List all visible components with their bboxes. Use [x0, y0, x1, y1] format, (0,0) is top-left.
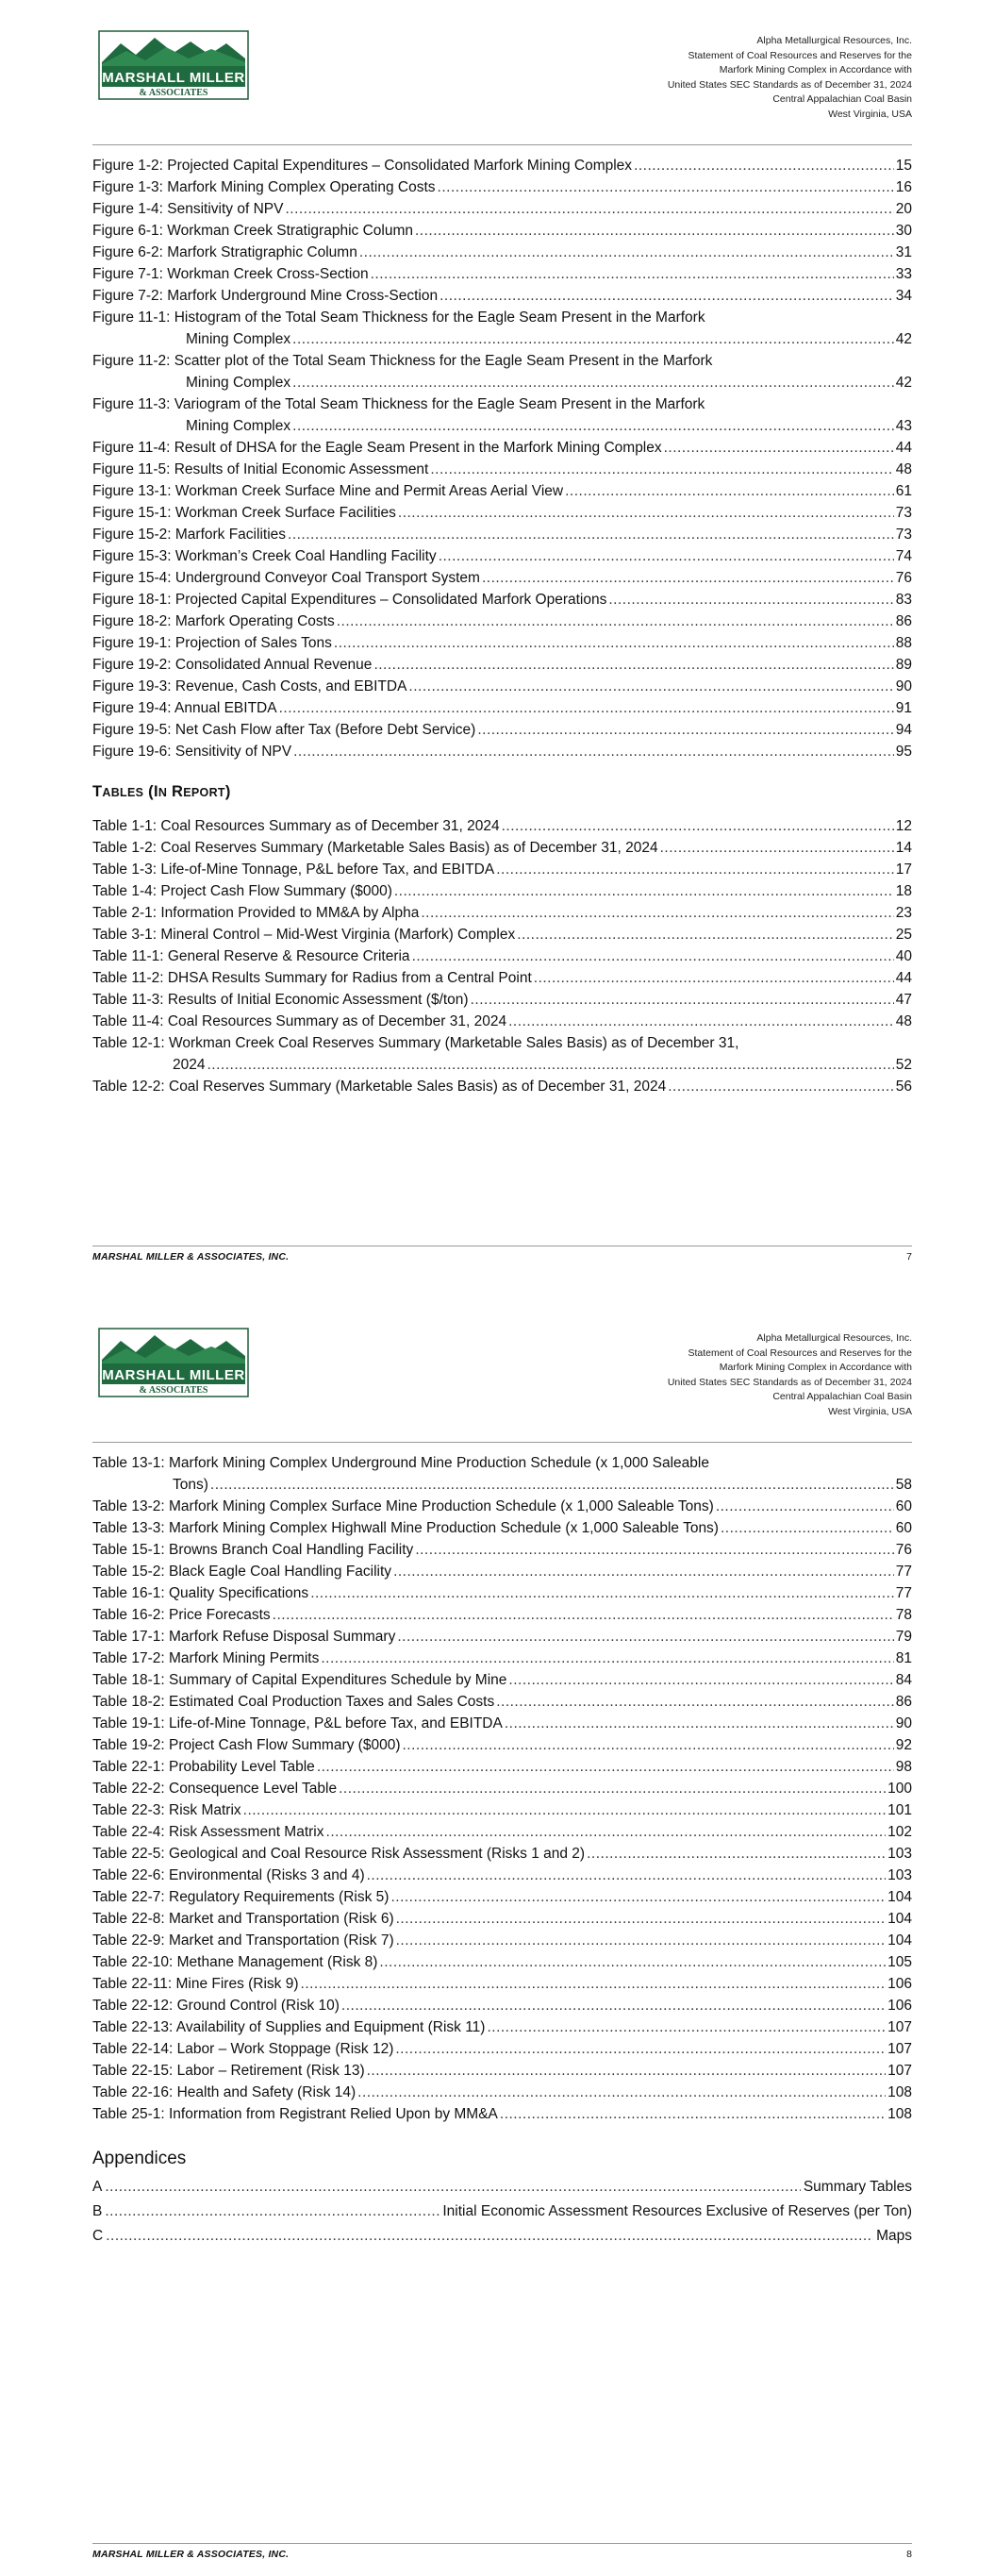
header-line: Marfork Mining Complex in Accordance with: [719, 1362, 912, 1373]
toc-entry[interactable]: Figure 18-2: Marfork Operating Costs ..... 86: [92, 611, 912, 632]
appendix-entry[interactable]: B ..... Initial Economic Assessment Resources Exclusive of Reserves (per Ton): [92, 2200, 912, 2224]
toc-entry[interactable]: Figure 19-6: Sensitivity of NPV ..... 95: [92, 741, 912, 762]
svg-text:& ASSOCIATES: & ASSOCIATES: [139, 1385, 208, 1396]
toc-entry[interactable]: Table 1-4: Project Cash Flow Summary ($000) ..... 18: [92, 880, 912, 902]
toc-entry[interactable]: Table 18-1: Summary of Capital Expenditures Schedule by Mine ..... 84: [92, 1669, 912, 1691]
toc-entry[interactable]: Table 22-5: Geological and Coal Resource Risk Assessment (Risks 1 and 2) ..... 103: [92, 1843, 912, 1865]
appendix-entry[interactable]: A ..... Summary Tables: [92, 2175, 912, 2200]
toc-entry[interactable]: Table 22-7: Regulatory Requirements (Risk 5) ..... 104: [92, 1886, 912, 1908]
toc-entry[interactable]: Table 12-2: Coal Reserves Summary (Marketable Sales Basis) as of December 31, 2024 ..... 56: [92, 1076, 912, 1097]
toc-entry[interactable]: Figure 7-1: Workman Creek Cross-Section ..... 33: [92, 263, 912, 285]
toc-entry[interactable]: Table 11-3: Results of Initial Economic Assessment ($/ton) ..... 47: [92, 989, 912, 1011]
header-line: Marfork Mining Complex in Accordance with: [719, 64, 912, 75]
toc-entry[interactable]: Table 17-1: Marfork Refuse Disposal Summary ..... 79: [92, 1626, 912, 1648]
header-line: United States SEC Standards as of December 31, 2024: [667, 78, 912, 91]
header-line: West Virginia, USA: [828, 108, 912, 120]
toc-entry[interactable]: Table 16-1: Quality Specifications ..... 77: [92, 1582, 912, 1604]
header-line: Central Appalachian Coal Basin: [772, 93, 912, 105]
tables-list: [92, 1452, 912, 2249]
footer-company: MARSHAL MILLER & ASSOCIATES, INC.: [92, 2549, 290, 2560]
toc-entry[interactable]: Figure 11-4: Result of DHSA for the Eagle Seam Present in the Marfork Mining Complex ..... 44: [92, 437, 912, 459]
header-line: Alpha Metallurgical Resources, Inc.: [756, 1332, 912, 1344]
toc-entry[interactable]: Table 22-9: Market and Transportation (Risk 7) ..... 104: [92, 1930, 912, 1951]
document-page-2: [0, 1297, 995, 2576]
page-gap: [0, 1279, 995, 1297]
toc-entry[interactable]: Table 22-14: Labor – Work Stoppage (Risk 12) ..... 107: [92, 2038, 912, 2060]
document-page-1: [0, 0, 995, 1279]
toc-entry[interactable]: Table 1-1: Coal Resources Summary as of December 31, 2024 ..... 12: [92, 815, 912, 837]
toc-entry[interactable]: Figure 19-5: Net Cash Flow after Tax (Before Debt Service) ..... 94: [92, 719, 912, 741]
toc-entry[interactable]: Table 22-6: Environmental (Risks 3 and 4) ..... 103: [92, 1865, 912, 1886]
toc-entry[interactable]: Table 17-2: Marfork Mining Permits ..... 81: [92, 1648, 912, 1669]
toc-entry[interactable]: Table 16-2: Price Forecasts ..... 78: [92, 1604, 912, 1626]
toc-entry[interactable]: Table 22-3: Risk Matrix ..... 101: [92, 1799, 912, 1821]
toc-entry[interactable]: Figure 19-2: Consolidated Annual Revenue ..... 89: [92, 654, 912, 676]
toc-entry[interactable]: Figure 15-3: Workman’s Creek Coal Handling Facility ..... 74: [92, 545, 912, 567]
header-divider: [92, 144, 912, 145]
toc-entry[interactable]: Figure 1-2: Projected Capital Expenditures – Consolidated Marfork Mining Complex ..... 15: [92, 155, 912, 176]
svg-text:MARSHALL MILLER: MARSHALL MILLER: [102, 70, 245, 86]
toc-entry[interactable]: Figure 11-2: Scatter plot of the Total Seam Thickness for the Eagle Seam Present in the Marfork Mining Complex ..... 42: [92, 350, 912, 393]
toc-entry[interactable]: Figure 19-4: Annual EBITDA ..... 91: [92, 697, 912, 719]
toc-entry[interactable]: Table 25-1: Information from Registrant Relied Upon by MM&A ..... 108: [92, 2103, 912, 2125]
toc-entry[interactable]: Table 1-2: Coal Reserves Summary (Marketable Sales Basis) as of December 31, 2024 ..... 14: [92, 837, 912, 859]
toc-entry[interactable]: Table 13-1: Marfork Mining Complex Underground Mine Production Schedule (x 1,000 Saleable Tons) ..... 58: [92, 1452, 912, 1496]
header-divider: [92, 1442, 912, 1443]
toc-entry[interactable]: Table 11-2: DHSA Results Summary for Radius from a Central Point ..... 44: [92, 967, 912, 989]
appendix-entry[interactable]: C ..... Maps: [92, 2224, 912, 2249]
footer-company: MARSHAL MILLER & ASSOCIATES, INC.: [92, 1251, 290, 1263]
toc-entry[interactable]: Table 22-15: Labor – Retirement (Risk 13) ..... 107: [92, 2060, 912, 2082]
header-line: West Virginia, USA: [828, 1405, 912, 1417]
company-logo: [98, 30, 249, 100]
report-header: [668, 1331, 912, 1419]
toc-entry[interactable]: Table 22-2: Consequence Level Table ..... 100: [92, 1778, 912, 1799]
toc-entry[interactable]: Table 2-1: Information Provided to MM&A by Alpha ..... 23: [92, 902, 912, 924]
svg-text:MARSHALL MILLER: MARSHALL MILLER: [102, 1367, 245, 1383]
toc-entry[interactable]: Table 18-2: Estimated Coal Production Taxes and Sales Costs ..... 86: [92, 1691, 912, 1713]
header-line: United States SEC Standards as of December 31, 2024: [667, 1376, 912, 1388]
toc-entry[interactable]: Table 19-2: Project Cash Flow Summary ($000) ..... 92: [92, 1734, 912, 1756]
toc-entry[interactable]: Table 12-1: Workman Creek Coal Reserves Summary (Marketable Sales Basis) as of December 31, 2024 ..... 52: [92, 1032, 912, 1076]
toc-entry[interactable]: Figure 19-1: Projection of Sales Tons ..... 88: [92, 632, 912, 654]
toc-entry[interactable]: Figure 1-3: Marfork Mining Complex Operating Costs ..... 16: [92, 176, 912, 198]
toc-entry[interactable]: Table 19-1: Life-of-Mine Tonnage, P&L before Tax, and EBITDA ..... 90: [92, 1713, 912, 1734]
toc-entry[interactable]: Table 11-1: General Reserve & Resource Criteria ..... 40: [92, 945, 912, 967]
toc-entry[interactable]: Table 22-1: Probability Level Table ..... 98: [92, 1756, 912, 1778]
header-line: Statement of Coal Resources and Reserves for the: [688, 1347, 912, 1359]
report-header: [668, 34, 912, 122]
toc-entry[interactable]: Figure 11-5: Results of Initial Economic Assessment ..... 48: [92, 459, 912, 480]
header-line: Alpha Metallurgical Resources, Inc.: [756, 35, 912, 46]
toc-entry[interactable]: Table 22-11: Mine Fires (Risk 9) ..... 106: [92, 1973, 912, 1995]
toc-entry[interactable]: Table 11-4: Coal Resources Summary as of December 31, 2024 ..... 48: [92, 1011, 912, 1032]
toc-entry[interactable]: Table 15-2: Black Eagle Coal Handling Facility ..... 77: [92, 1561, 912, 1582]
toc-entry[interactable]: Figure 15-2: Marfork Facilities ..... 73: [92, 524, 912, 545]
toc-entry[interactable]: Figure 19-3: Revenue, Cash Costs, and EBITDA ..... 90: [92, 676, 912, 697]
toc-entry[interactable]: Figure 15-1: Workman Creek Surface Facilities ..... 73: [92, 502, 912, 524]
toc-entry[interactable]: Table 3-1: Mineral Control – Mid-West Virginia (Marfork) Complex ..... 25: [92, 924, 912, 945]
tables-section-heading: TABLES (IN REPORT): [92, 783, 231, 800]
toc-entry[interactable]: Figure 7-2: Marfork Underground Mine Cross-Section ..... 34: [92, 285, 912, 307]
toc-entry[interactable]: Figure 11-1: Histogram of the Total Seam Thickness for the Eagle Seam Present in the Marfork Mining Complex ..... 42: [92, 307, 912, 350]
toc-entry[interactable]: Table 22-16: Health and Safety (Risk 14) ..... 108: [92, 2082, 912, 2103]
toc-entry[interactable]: Table 22-4: Risk Assessment Matrix ..... 102: [92, 1821, 912, 1843]
header-line: Central Appalachian Coal Basin: [772, 1391, 912, 1402]
toc-entry[interactable]: Table 22-8: Market and Transportation (Risk 6) ..... 104: [92, 1908, 912, 1930]
page-number: 7: [906, 1251, 912, 1263]
toc-entry[interactable]: Figure 6-2: Marfork Stratigraphic Column ..... 31: [92, 242, 912, 263]
toc-entry[interactable]: Figure 18-1: Projected Capital Expenditures – Consolidated Marfork Operations ..... 83: [92, 589, 912, 611]
toc-entry[interactable]: Table 1-3: Life-of-Mine Tonnage, P&L before Tax, and EBITDA ..... 17: [92, 859, 912, 880]
header-line: Statement of Coal Resources and Reserves for the: [688, 49, 912, 61]
page-number: 8: [906, 2549, 912, 2560]
svg-text:& ASSOCIATES: & ASSOCIATES: [139, 88, 208, 98]
toc-entry[interactable]: Table 22-12: Ground Control (Risk 10) ..... 106: [92, 1995, 912, 2016]
toc-entry[interactable]: Table 13-3: Marfork Mining Complex Highwall Mine Production Schedule (x 1,000 Saleable Tons) ..... 60: [92, 1517, 912, 1539]
toc-entry[interactable]: Figure 11-3: Variogram of the Total Seam Thickness for the Eagle Seam Present in the Marfork Mining Complex ..... 43: [92, 393, 912, 437]
toc-entry[interactable]: Table 22-10: Methane Management (Risk 8) ..... 105: [92, 1951, 912, 1973]
toc-entry[interactable]: Figure 15-4: Underground Conveyor Coal Transport System ..... 76: [92, 567, 912, 589]
company-logo: [98, 1328, 249, 1397]
toc-entry[interactable]: Table 15-1: Browns Branch Coal Handling Facility ..... 76: [92, 1539, 912, 1561]
toc-entry[interactable]: Table 22-13: Availability of Supplies and Equipment (Risk 11) ..... 107: [92, 2016, 912, 2038]
toc-entry[interactable]: Table 13-2: Marfork Mining Complex Surface Mine Production Schedule (x 1,000 Saleable Tons) ..... 60: [92, 1496, 912, 1517]
appendices-heading: Appendices: [92, 2149, 187, 2168]
toc-entry[interactable]: Figure 13-1: Workman Creek Surface Mine and Permit Areas Aerial View ..... 61: [92, 480, 912, 502]
figures-list: [92, 155, 912, 1097]
footer-divider: [92, 2543, 912, 2544]
toc-entry[interactable]: Figure 1-4: Sensitivity of NPV ..... 20: [92, 198, 912, 220]
toc-entry[interactable]: Figure 6-1: Workman Creek Stratigraphic Column ..... 30: [92, 220, 912, 242]
